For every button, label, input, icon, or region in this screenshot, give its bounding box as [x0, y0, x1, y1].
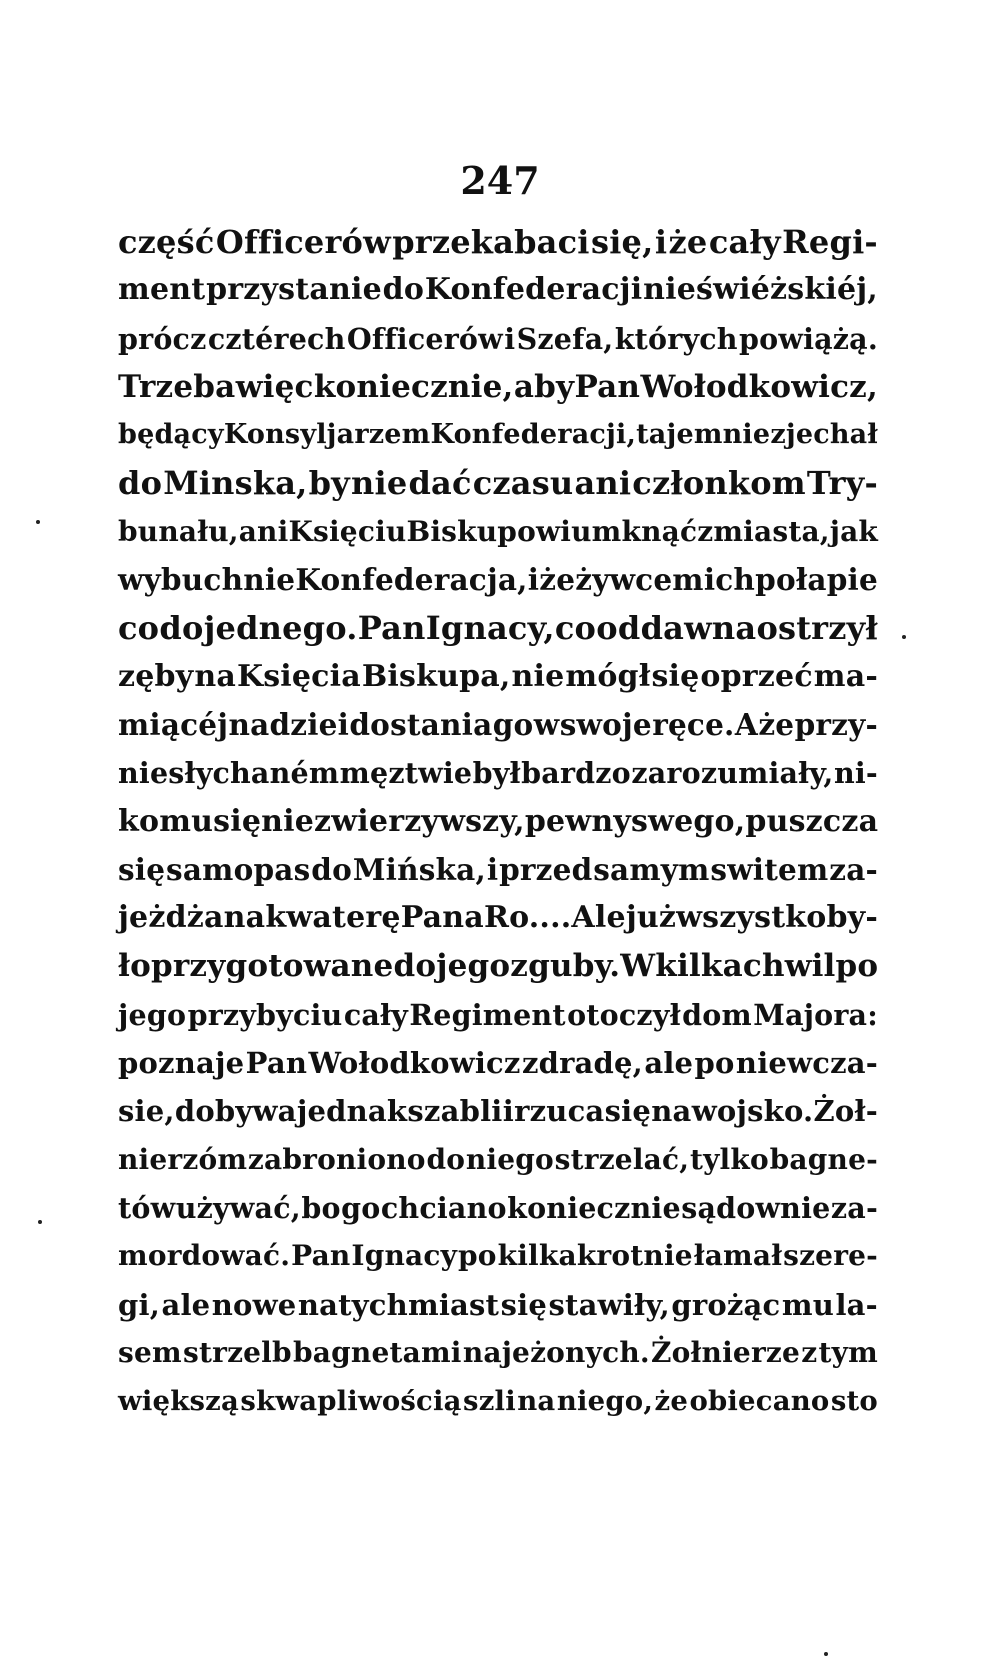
- text-line: co do jednego. Pan Ignacy, co od dawna ostrzył: [118, 609, 878, 648]
- text-line: niesłychaném męztwie był bardzo zarozumiały, ni-: [118, 756, 878, 791]
- text-line: Trzeba więc koniecznie, aby Pan Wołodkowicz,: [118, 368, 878, 405]
- text-line: będący Konsyljarzem Konfederacji, tajemnie zjechał: [118, 419, 878, 451]
- text-line: wybuchnie Konfederacja, i że żywcem ich połapie: [118, 562, 878, 598]
- text-line: ment przystanie do Konfederacji nieświéżskiéj,: [118, 272, 878, 308]
- text-line: ło przygotowane do jego zguby. W kilka chwil po: [118, 948, 879, 985]
- text-line: tów używać, bo go chciano koniecznie sądownie za-: [118, 1190, 878, 1225]
- page-number: 247: [460, 158, 540, 203]
- text-line: zęby na Księcia Biskupa, nie mógł się oprzeć ma-: [118, 658, 878, 694]
- text-line: większą skwapliwością szli na niego, że obiecano sto: [118, 1385, 878, 1418]
- text-line: część Officerów przekabaci się, i że cały Regi-: [118, 223, 878, 261]
- text-line: nierzóm zabroniono do niego strzelać, tylko bagne-: [118, 1142, 878, 1176]
- text-line: sem strzelb bagnetami najeżonych. Żołnierze z tym: [118, 1335, 878, 1369]
- text-line: komu się nie zwierzywszy, pewny swego, puszcza: [118, 803, 879, 839]
- text-line: mordować. Pan Ignacy po kilkakrotnie łamał szere-: [118, 1239, 878, 1273]
- text-line: sie, dobywa jednak szabli i rzuca się na wojsko. Żoł-: [118, 1094, 878, 1129]
- text-line: się samopas do Mińska, i przed samym switem za-: [118, 851, 878, 887]
- text-line: jego przybyciu cały Regiment otoczył dom Majora:: [118, 997, 878, 1032]
- text-line: bunału, ani Księciu Biskupowi umknąć z miasta, jak: [118, 514, 879, 548]
- text-line: poznaje Pan Wołodkowicz zdradę, ale po niewcza-: [118, 1046, 878, 1081]
- text-line: gi, ale nowe natychmiast się stawiły, grożąc mu la-: [118, 1287, 878, 1322]
- scan-speck: [38, 1220, 42, 1224]
- scan-speck: [36, 520, 40, 524]
- scan-speck: [824, 1652, 828, 1656]
- text-line: do Minska, by nie dać czasu ani członkom Try-: [118, 464, 878, 503]
- text-line: prócz cztérech Officerów i Szefa, których powiążą.: [118, 321, 878, 356]
- scan-speck: [902, 635, 906, 639]
- body-text: [118, 218, 878, 1425]
- text-line: miącéj nadziei dostania go w swoje ręce. A że przy-: [118, 706, 878, 742]
- text-line: jeżdża na kwaterę Pana Ro.... Ale już wszystko by-: [118, 900, 878, 936]
